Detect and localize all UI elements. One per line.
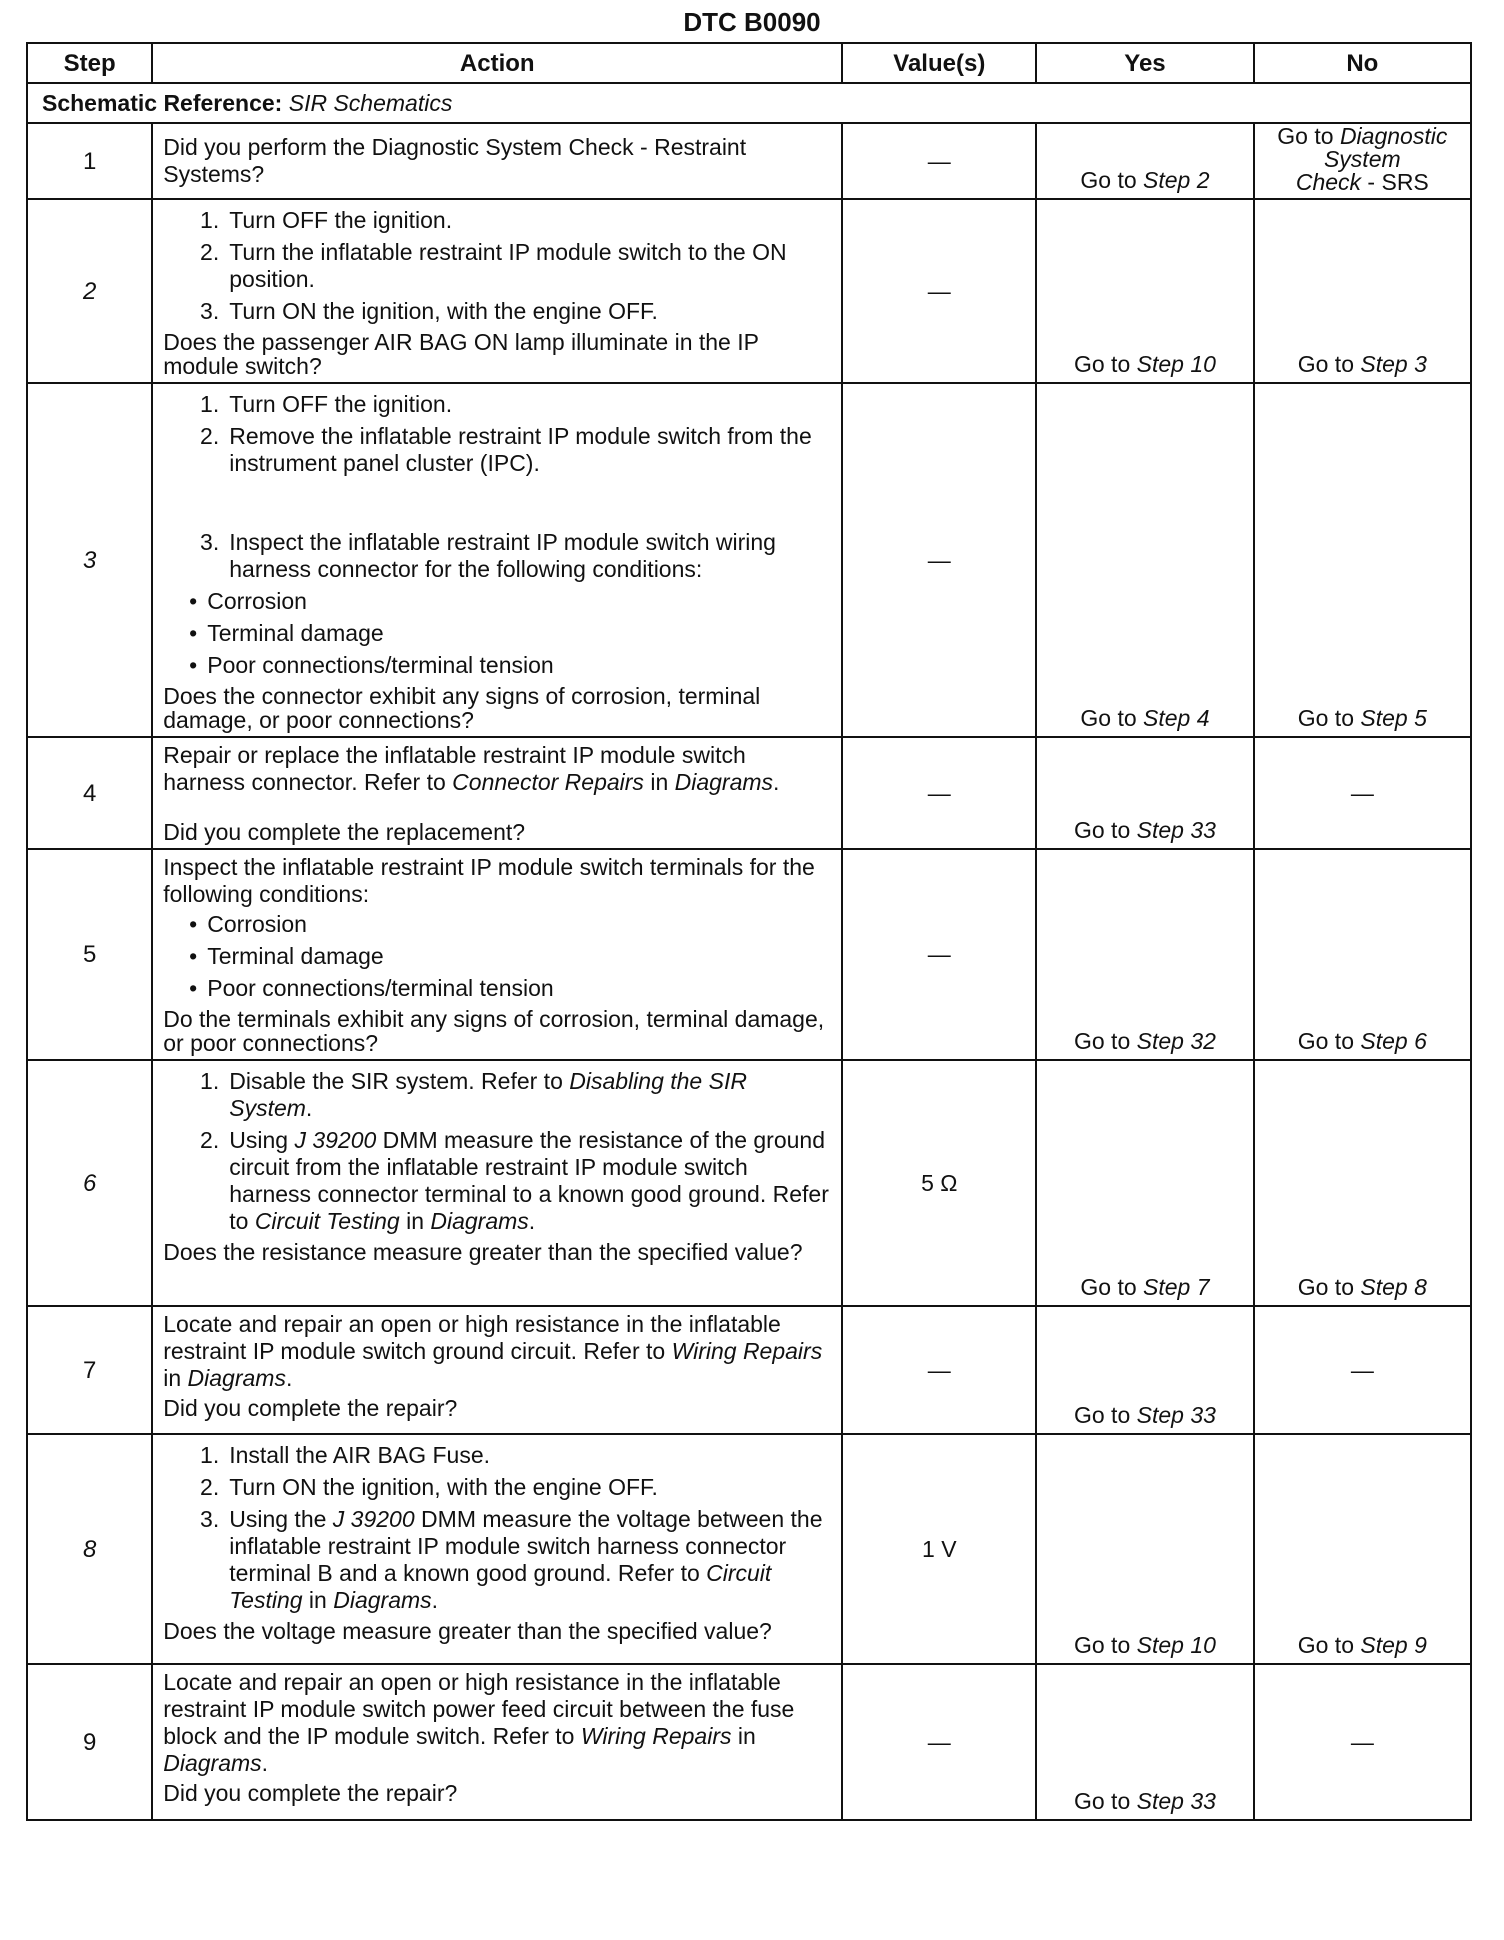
value-cell: —	[842, 199, 1036, 383]
yes-cell: Go to Step 10	[1036, 199, 1253, 383]
action-cell	[152, 199, 842, 383]
no-cell: —	[1254, 1664, 1471, 1820]
action-list	[163, 391, 833, 477]
value-cell: —	[842, 1306, 1036, 1434]
yes-cell: Go to Step 32	[1036, 849, 1253, 1060]
value-cell: —	[842, 383, 1036, 737]
list-item: • Terminal damage	[189, 620, 384, 646]
action-cell	[152, 1434, 842, 1664]
header-step: Step	[27, 43, 152, 83]
list-item: • Poor connections/terminal tension	[189, 975, 554, 1001]
no-cell: —	[1254, 1306, 1471, 1434]
table-row	[27, 1434, 1471, 1664]
action-list	[163, 529, 833, 583]
step-number: 9	[27, 1664, 152, 1820]
list-item: • Terminal damage	[189, 943, 384, 969]
yes-cell: Go to Step 33	[1036, 1664, 1253, 1820]
list-item: 2. Using J 39200 DMM measure the resistance of the ground circuit from the inflatable restraint IP module switch harness connector terminal to a known good ground. Refer to Circuit Testing in Diagrams.	[200, 1127, 829, 1234]
step-number: 3	[27, 383, 152, 737]
schematic-row	[27, 83, 1471, 123]
list-item: 2. Turn ON the ignition, with the engine OFF.	[200, 1474, 658, 1500]
table-row	[27, 383, 1471, 737]
action-cell: Locate and repair an open or high resistance in the inflatable restraint IP module switch power feed circuit between the fuse block and the IP module switch. Refer to Wiring Repairs in Diagrams. Did you complete the repair?	[152, 1664, 842, 1820]
value-cell: 5 Ω	[842, 1060, 1036, 1306]
list-item: • Corrosion	[189, 588, 307, 614]
step-number: 7	[27, 1306, 152, 1434]
question-text: Did you complete the repair?	[163, 1395, 458, 1421]
action-cell: Inspect the inflatable restraint IP module switch terminals for the following conditions: • Corrosion • Terminal damage • Poor connections/terminal tension Do the terminals exhibit any signs of corrosion, terminal damage, or poor connections?	[152, 849, 842, 1060]
value-cell: —	[842, 1664, 1036, 1820]
action-list	[163, 1068, 833, 1235]
table-row	[27, 1060, 1471, 1306]
diagnostic-table	[26, 42, 1472, 1821]
table-row	[27, 849, 1471, 1060]
step-number: 5	[27, 849, 152, 1060]
header-row	[27, 43, 1471, 83]
yes-cell: Go to Step 10	[1036, 1434, 1253, 1664]
step-number: 4	[27, 737, 152, 849]
condition-list	[163, 911, 833, 1002]
yes-cell: Go to Step 2	[1036, 123, 1253, 199]
yes-cell: Go to Step 33	[1036, 1306, 1253, 1434]
no-cell: Go to Step 9	[1254, 1434, 1471, 1664]
schematic-link: SIR Schematics	[288, 89, 453, 116]
question-text: Does the resistance measure greater than the specified value?	[163, 1239, 803, 1265]
condition-list	[163, 588, 833, 679]
table-row	[27, 123, 1471, 199]
table-row	[27, 1664, 1471, 1820]
list-item: 1. Install the AIR BAG Fuse.	[200, 1442, 491, 1468]
schematic-reference: Schematic Reference: SIR Schematics	[27, 83, 1471, 123]
table-row	[27, 199, 1471, 383]
no-cell: —	[1254, 737, 1471, 849]
value-cell: —	[842, 849, 1036, 1060]
list-item: • Corrosion	[189, 911, 307, 937]
header-no: No	[1254, 43, 1471, 83]
action-list	[163, 1442, 833, 1614]
action-cell: Did you perform the Diagnostic System Check - Restraint Systems?	[152, 123, 842, 199]
question-text: Do the terminals exhibit any signs of corrosion, terminal damage, or poor connections?	[163, 1006, 825, 1056]
value-cell: —	[842, 737, 1036, 849]
no-cell: Go to Step 8	[1254, 1060, 1471, 1306]
list-item: • Poor connections/terminal tension	[189, 652, 554, 678]
list-item: 3. Using the J 39200 DMM measure the voltage between the inflatable restraint IP module switch harness connector terminal B and a known good ground. Refer to Circuit Testing in Diagrams.	[200, 1506, 823, 1613]
action-list	[163, 207, 833, 325]
header-yes: Yes	[1036, 43, 1253, 83]
value-cell: 1 V	[842, 1434, 1036, 1664]
action-cell	[152, 383, 842, 737]
question-text: Did you complete the repair?	[163, 1780, 458, 1806]
step-number: 8	[27, 1434, 152, 1664]
yes-cell: Go to Step 7	[1036, 1060, 1253, 1306]
header-action: Action	[152, 43, 842, 83]
step-number: 2	[27, 199, 152, 383]
question-text: Does the voltage measure greater than the specified value?	[163, 1618, 772, 1644]
list-item: 1. Turn OFF the ignition.	[200, 207, 453, 233]
header-values: Value(s)	[842, 43, 1036, 83]
yes-cell: Go to Step 33	[1036, 737, 1253, 849]
table-row	[27, 1306, 1471, 1434]
action-cell: Repair or replace the inflatable restraint IP module switch harness connector. Refer to Connector Repairs in Diagrams. Did you complete the replacement?	[152, 737, 842, 849]
page-title: DTC B0090	[683, 7, 821, 37]
no-cell: Go to Diagnostic System Check - SRS	[1254, 123, 1471, 199]
step-number: 1	[27, 123, 152, 199]
list-item: 2. Remove the inflatable restraint IP module switch from the instrument panel cluster (IPC).	[200, 423, 812, 476]
table-row	[27, 737, 1471, 849]
step-number: 6	[27, 1060, 152, 1306]
list-item: 1. Disable the SIR system. Refer to Disabling the SIR System.	[200, 1068, 747, 1121]
action-cell: Locate and repair an open or high resistance in the inflatable restraint IP module switch ground circuit. Refer to Wiring Repairs in Diagrams. Did you complete the repair?	[152, 1306, 842, 1434]
list-item: 3. Turn ON the ignition, with the engine OFF.	[200, 298, 658, 324]
list-item: 1. Turn OFF the ignition.	[200, 391, 453, 417]
yes-cell: Go to Step 4	[1036, 383, 1253, 737]
list-item: 3. Inspect the inflatable restraint IP module switch wiring harness connector for the following conditions:	[200, 529, 776, 582]
no-cell: Go to Step 3	[1254, 199, 1471, 383]
list-item: 2. Turn the inflatable restraint IP module switch to the ON position.	[200, 239, 787, 292]
question-text: Does the connector exhibit any signs of corrosion, terminal damage, or poor connections?	[163, 683, 761, 733]
no-cell: Go to Step 5	[1254, 383, 1471, 737]
question-text: Did you complete the replacement?	[163, 819, 526, 845]
value-cell: —	[842, 123, 1036, 199]
question-text: Does the passenger AIR BAG ON lamp illuminate in the IP module switch?	[163, 329, 759, 379]
action-cell	[152, 1060, 842, 1306]
no-cell: Go to Step 6	[1254, 849, 1471, 1060]
